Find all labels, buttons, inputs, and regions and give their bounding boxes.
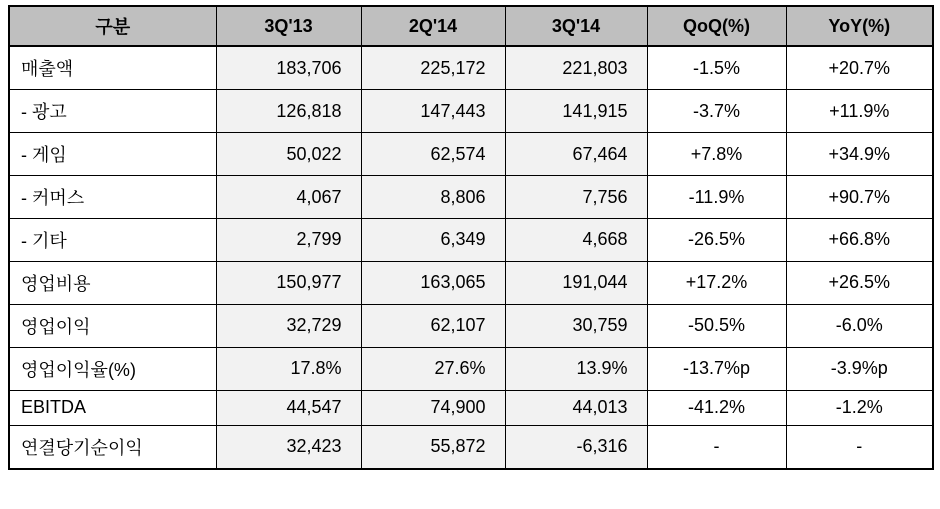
cell-value: 74,900 — [361, 390, 505, 425]
cell-value: 62,574 — [361, 133, 505, 176]
cell-qoq: -13.7%p — [647, 347, 786, 390]
cell-qoq: -11.9% — [647, 176, 786, 219]
cell-value: 8,806 — [361, 176, 505, 219]
cell-value: 2,799 — [216, 218, 361, 261]
table-row — [9, 46, 933, 90]
cell-value: 44,013 — [505, 390, 647, 425]
cell-yoy: +34.9% — [786, 133, 933, 176]
row-label: 매출액 — [9, 46, 216, 90]
table-row — [9, 218, 933, 261]
cell-value: 44,547 — [216, 390, 361, 425]
cell-qoq: -1.5% — [647, 46, 786, 90]
cell-qoq: +17.2% — [647, 261, 786, 304]
cell-value: 4,067 — [216, 176, 361, 219]
cell-value: 32,729 — [216, 304, 361, 347]
cell-yoy: -1.2% — [786, 390, 933, 425]
cell-value: 62,107 — [361, 304, 505, 347]
cell-value: 55,872 — [361, 425, 505, 469]
cell-qoq: -26.5% — [647, 218, 786, 261]
cell-yoy: +20.7% — [786, 46, 933, 90]
cell-value: 67,464 — [505, 133, 647, 176]
row-label: - 커머스 — [9, 176, 216, 219]
row-label: 영업이익율(%) — [9, 347, 216, 390]
cell-value: 50,022 — [216, 133, 361, 176]
cell-value: 27.6% — [361, 347, 505, 390]
table-row — [9, 133, 933, 176]
cell-qoq: -50.5% — [647, 304, 786, 347]
table-row — [9, 390, 933, 425]
header-category: 구분 — [9, 6, 216, 46]
table-row — [9, 90, 933, 133]
cell-value: 17.8% — [216, 347, 361, 390]
header-3q13: 3Q'13 — [216, 6, 361, 46]
header-yoy: YoY(%) — [786, 6, 933, 46]
table-row — [9, 176, 933, 219]
cell-qoq: -3.7% — [647, 90, 786, 133]
row-label: 영업비용 — [9, 261, 216, 304]
cell-yoy: +66.8% — [786, 218, 933, 261]
cell-value: 13.9% — [505, 347, 647, 390]
row-label: - 게임 — [9, 133, 216, 176]
cell-qoq: -41.2% — [647, 390, 786, 425]
cell-value: 141,915 — [505, 90, 647, 133]
table-row — [9, 304, 933, 347]
cell-value: 225,172 — [361, 46, 505, 90]
cell-qoq: - — [647, 425, 786, 469]
row-label: - 광고 — [9, 90, 216, 133]
header-row — [9, 6, 933, 46]
cell-yoy: -6.0% — [786, 304, 933, 347]
header-3q14: 3Q'14 — [505, 6, 647, 46]
cell-value: -6,316 — [505, 425, 647, 469]
table-row — [9, 425, 933, 469]
cell-yoy: +90.7% — [786, 176, 933, 219]
header-qoq: QoQ(%) — [647, 6, 786, 46]
cell-value: 191,044 — [505, 261, 647, 304]
header-2q14: 2Q'14 — [361, 6, 505, 46]
cell-value: 126,818 — [216, 90, 361, 133]
cell-value: 30,759 — [505, 304, 647, 347]
table-row — [9, 347, 933, 390]
row-label: - 기타 — [9, 218, 216, 261]
cell-yoy: - — [786, 425, 933, 469]
table-row — [9, 261, 933, 304]
row-label: 연결당기순이익 — [9, 425, 216, 469]
cell-value: 7,756 — [505, 176, 647, 219]
cell-value: 4,668 — [505, 218, 647, 261]
row-label: EBITDA — [9, 390, 216, 425]
cell-qoq: +7.8% — [647, 133, 786, 176]
cell-value: 221,803 — [505, 46, 647, 90]
cell-value: 32,423 — [216, 425, 361, 469]
row-label: 영업이익 — [9, 304, 216, 347]
cell-yoy: +26.5% — [786, 261, 933, 304]
cell-yoy: +11.9% — [786, 90, 933, 133]
cell-value: 183,706 — [216, 46, 361, 90]
cell-value: 147,443 — [361, 90, 505, 133]
cell-value: 163,065 — [361, 261, 505, 304]
cell-value: 150,977 — [216, 261, 361, 304]
cell-yoy: -3.9%p — [786, 347, 933, 390]
cell-value: 6,349 — [361, 218, 505, 261]
financial-summary-table — [8, 5, 934, 470]
